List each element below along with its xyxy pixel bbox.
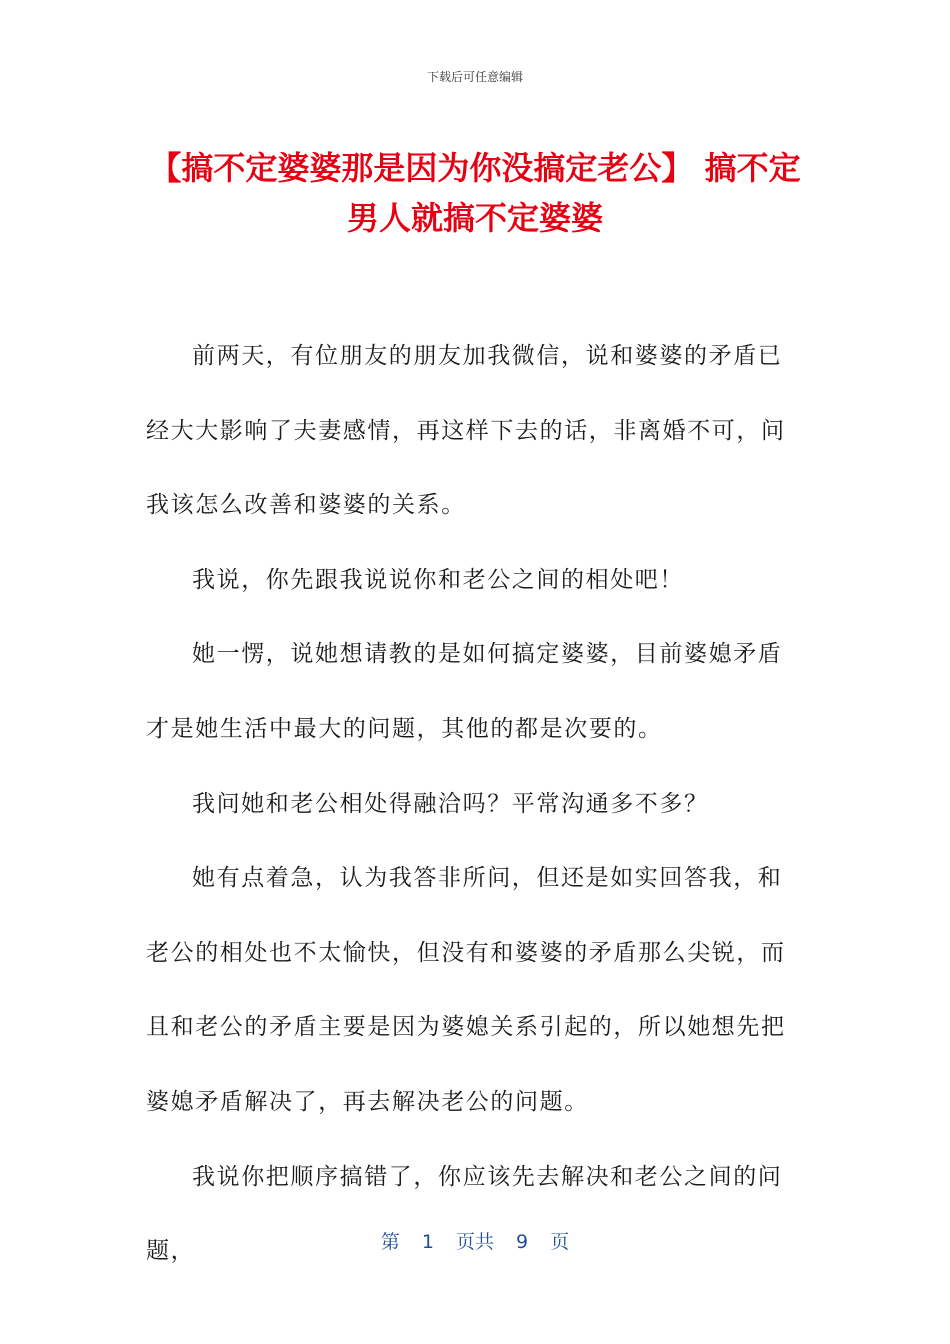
footer-total-pages: 9 bbox=[516, 1231, 529, 1253]
document-body bbox=[146, 319, 796, 1289]
paragraph: 我问她和老公相处得融洽吗？平常沟通多不多？ bbox=[192, 790, 709, 817]
paragraph: 我说，你先跟我说说你和老公之间的相处吧！ bbox=[192, 566, 684, 593]
paragraph: 前两天，有位朋友的朋友加我微信，说和婆婆的矛盾已经大大影响了夫妻感情，再这样下去的话，非离婚不可，问我该怎么改善和婆婆的关系。 bbox=[146, 343, 786, 519]
footer-middle: 页共 bbox=[455, 1231, 494, 1253]
footer-page-number: 1 bbox=[421, 1231, 434, 1253]
page-footer bbox=[0, 1227, 950, 1254]
footer-suffix: 页 bbox=[550, 1231, 570, 1253]
header-note: 下载后可任意编辑 bbox=[426, 70, 523, 84]
document-title: 【搞不定婆婆那是因为你没搞定老公】 搞不定男人就搞不定婆婆 bbox=[149, 149, 801, 237]
footer-prefix: 第 bbox=[380, 1231, 400, 1253]
paragraph: 她一愣，说她想请教的是如何搞定婆婆，目前婆媳矛盾才是她生活中最大的问题，其他的都是次要的。 bbox=[146, 641, 783, 742]
paragraph: 我说你把顺序搞错了，你应该先去解决和老公之间的问题， bbox=[146, 1163, 783, 1265]
paragraph: 她有点着急，认为我答非所问，但还是如实回答我，和老公的相处也不太愉快，但没有和婆婆的矛盾那么尖锐，而且和老公的矛盾主要是因为婆媳关系引起的，所以她想先把婆媳矛盾解决了，再去解决老公的问题。 bbox=[146, 865, 786, 1115]
